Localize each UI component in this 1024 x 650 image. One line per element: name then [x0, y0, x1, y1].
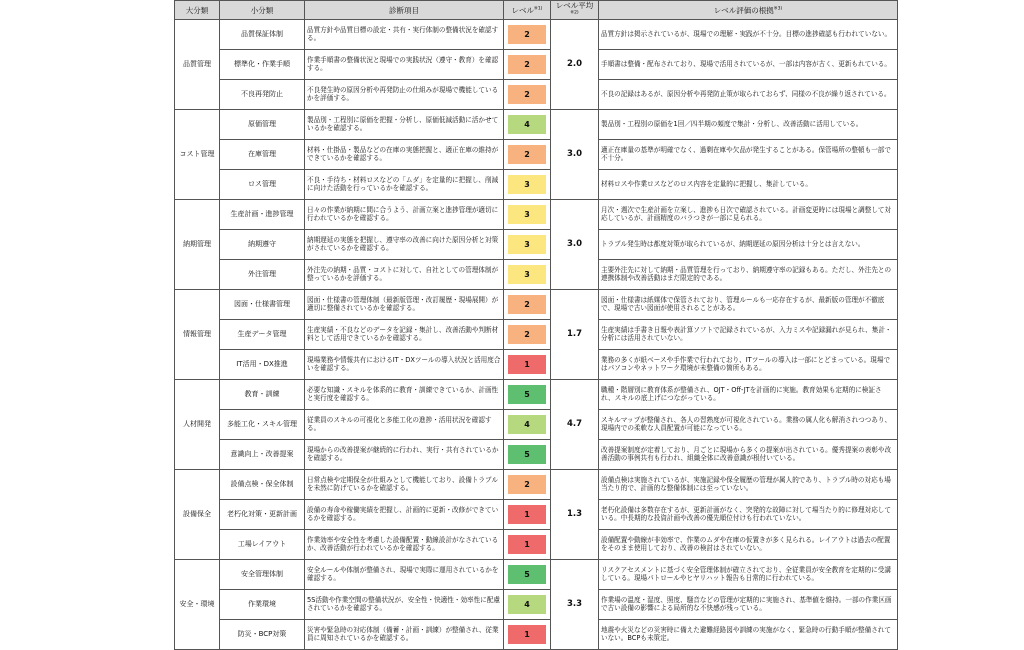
level-cell — [504, 470, 551, 500]
table-row — [175, 470, 898, 500]
level-cell — [504, 170, 551, 200]
level-badge: 4 — [508, 415, 546, 434]
evaluation-basis-cell: 材料ロスや作業ロスなどのロス内容を定量的に把握し、集計している。 — [599, 170, 898, 200]
level-badge: 3 — [508, 205, 546, 224]
table-body — [175, 20, 898, 650]
table-row — [175, 590, 898, 620]
header-basis: レベル評価の根拠$^{※3)}$ — [599, 1, 898, 20]
table-row — [175, 80, 898, 110]
level-badge: 2 — [508, 25, 546, 44]
level-cell — [504, 230, 551, 260]
level-cell — [504, 380, 551, 410]
level-cell — [504, 110, 551, 140]
diagnosis-item-cell: 製品別・工程別に原価を把握・分析し、原価低減活動に活かせているかを確認する。 — [305, 110, 504, 140]
evaluation-basis-cell: スキルマップが整備され、各人の習熟度が可視化されている。業務の属人化も解消されつつあり、現場内での柔軟な人員配置が可能になっている。 — [599, 410, 898, 440]
subcategory-cell: 作業環境 — [220, 590, 305, 620]
diagnosis-item-cell: 不良・手待ち・材料ロスなどの「ムダ」を定量的に把握し、削減に向けた活動を行っているかを確認する。 — [305, 170, 504, 200]
subcategory-cell: ロス管理 — [220, 170, 305, 200]
subcategory-cell: 原価管理 — [220, 110, 305, 140]
diagnosis-item-cell: 不良発生時の原因分析や再発防止の仕組みが現場で機能しているかを評価する。 — [305, 80, 504, 110]
subcategory-cell: 教育・訓練 — [220, 380, 305, 410]
subcategory-cell: 外注管理 — [220, 260, 305, 290]
diagnosis-item-cell: 生産実績・不良などのデータを記録・集計し、改善活動や判断材料として活用できているかを確認する。 — [305, 320, 504, 350]
subcategory-cell: IT活用・DX推進 — [220, 350, 305, 380]
category-cell: 品質管理 — [175, 20, 220, 110]
subcategory-cell: 在庫管理 — [220, 140, 305, 170]
table-row — [175, 620, 898, 650]
subcategory-cell: 生産計画・進捗管理 — [220, 200, 305, 230]
level-badge: 3 — [508, 265, 546, 284]
diagnosis-item-cell: 設備の寿命や稼働実績を把握し、計画的に更新・改修ができているかを確認する。 — [305, 500, 504, 530]
level-cell — [504, 320, 551, 350]
diagnosis-item-cell: 5S活動や作業空間の整備状況が、安全性・快適性・効率性に配慮されているかを確認する。 — [305, 590, 504, 620]
level-average-cell: 3.3 — [551, 560, 599, 650]
evaluation-basis-cell: 設備点検は実施されているが、実施記録や保全履歴の管理が属人的であり、トラブル時の対応も場当たり的で、計画的な整備体制には至っていない。 — [599, 470, 898, 500]
subcategory-cell: 納期遵守 — [220, 230, 305, 260]
evaluation-basis-cell: 設備配置や動線が非効率で、作業のムダや在庫の仮置きが多く見られる。レイアウトは過去の配置をそのまま使用しており、改善の検討はされていない。 — [599, 530, 898, 560]
table-row — [175, 50, 898, 80]
category-cell: 設備保全 — [175, 470, 220, 560]
level-cell — [504, 140, 551, 170]
diagnosis-sheet — [174, 0, 897, 642]
level-badge: 2 — [508, 475, 546, 494]
table-row — [175, 440, 898, 470]
level-badge: 5 — [508, 385, 546, 404]
level-cell — [504, 80, 551, 110]
level-average-cell: 1.3 — [551, 470, 599, 560]
evaluation-basis-cell: 地震や火災などの災害時に備えた避難経路図や訓練の実施がなく、緊急時の行動手順が整備されていない。BCPも未策定。 — [599, 620, 898, 650]
header-row — [175, 1, 898, 20]
diagnosis-item-cell: 納期遅延の実態を把握し、遵守率の改善に向けた原因分析と対策がされているかを確認する。 — [305, 230, 504, 260]
level-average-cell: 4.7 — [551, 380, 599, 470]
level-cell — [504, 530, 551, 560]
subcategory-cell: 設備点検・保全体制 — [220, 470, 305, 500]
table-row — [175, 140, 898, 170]
table-row — [175, 350, 898, 380]
level-badge: 5 — [508, 445, 546, 464]
level-badge: 3 — [508, 175, 546, 194]
table-row — [175, 410, 898, 440]
diagnosis-item-cell: 必要な知識・スキルを体系的に教育・訓練できているか、計画性と実行度を確認する。 — [305, 380, 504, 410]
diagnosis-item-cell: 現場からの改善提案が継続的に行われ、実行・共有されているかを確認する。 — [305, 440, 504, 470]
level-cell — [504, 20, 551, 50]
category-cell: 納期管理 — [175, 200, 220, 290]
table-row — [175, 170, 898, 200]
evaluation-basis-cell: 職種・階層別に教育体系が整備され、OJT・Off-JTを計画的に実施。教育効果も定期的に検証され、スキルの底上げにつながっている。 — [599, 380, 898, 410]
level-cell — [504, 590, 551, 620]
header-average: レベル平均$^{※2)}$ — [551, 1, 599, 20]
table-row — [175, 110, 898, 140]
table-row — [175, 200, 898, 230]
level-badge: 1 — [508, 535, 546, 554]
evaluation-basis-cell: 図面・仕様書は紙媒体で保管されており、管理ルールも一応存在するが、最新版の管理が不徹底で、現場で古い図面が使用されることがある。 — [599, 290, 898, 320]
diagnosis-item-cell: 材料・仕掛品・製品などの在庫の実態把握と、適正在庫の維持ができているかを確認する。 — [305, 140, 504, 170]
table-row — [175, 380, 898, 410]
subcategory-cell: 老朽化対策・更新計画 — [220, 500, 305, 530]
diagnosis-item-cell: 図面・仕様書の管理体制（最新版管理・改訂履歴・現場展開）が適切に整備されているかを確認する。 — [305, 290, 504, 320]
evaluation-basis-cell: 製品別・工程別の原価を1回／四半期の頻度で集計・分析し、改善活動に活用している。 — [599, 110, 898, 140]
subcategory-cell: 生産データ管理 — [220, 320, 305, 350]
diagnosis-item-cell: 外注先の納期・品質・コストに対して、自社としての管理体制が整っているかを評価する。 — [305, 260, 504, 290]
level-badge: 2 — [508, 145, 546, 164]
subcategory-cell: 標準化・作業手順 — [220, 50, 305, 80]
category-cell: 安全・環境 — [175, 560, 220, 650]
table-row — [175, 320, 898, 350]
subcategory-cell: 意識向上・改善提案 — [220, 440, 305, 470]
header-category: 大分類 — [175, 1, 220, 20]
level-badge: 1 — [508, 355, 546, 374]
evaluation-basis-cell: 不良の記録はあるが、原因分析や再発防止策が取られておらず、同様の不良が繰り返されている。 — [599, 80, 898, 110]
category-cell: コスト管理 — [175, 110, 220, 200]
table-row — [175, 290, 898, 320]
level-badge: 2 — [508, 55, 546, 74]
level-cell — [504, 50, 551, 80]
diagnosis-table — [174, 0, 898, 650]
subcategory-cell: 図面・仕様書管理 — [220, 290, 305, 320]
level-badge: 2 — [508, 85, 546, 104]
evaluation-basis-cell: リスクアセスメントに基づく安全管理体制が確立されており、全従業員が安全教育を定期的に受講している。現場パトロールやヒヤリハット報告も日常的に行われている。 — [599, 560, 898, 590]
diagnosis-item-cell: 作業手順書の整備状況と現場での実践状況（遵守・教育）を確認する。 — [305, 50, 504, 80]
level-average-cell: 3.0 — [551, 200, 599, 290]
diagnosis-item-cell: 災害や緊急時の対応体制（備蓄・計画・訓練）が整備され、従業員に周知されているかを確認する。 — [305, 620, 504, 650]
evaluation-basis-cell: 手順書は整備・配布されており、現場で活用されているが、一部は内容が古く、更新もれている。 — [599, 50, 898, 80]
subcategory-cell: 品質保証体制 — [220, 20, 305, 50]
table-row — [175, 560, 898, 590]
level-average-cell: 2.0 — [551, 20, 599, 110]
evaluation-basis-cell: 品質方針は掲示されているが、現場での理解・実践が不十分。目標の進捗確認も行われていない。 — [599, 20, 898, 50]
level-badge: 3 — [508, 235, 546, 254]
header-item: 診断項目 — [305, 1, 504, 20]
evaluation-basis-cell: 改善提案制度が定着しており、月ごとに現場から多くの提案が出されている。優秀提案の表彰や改善活動の事例共有も行われ、組織全体に改善意識が根付いている。 — [599, 440, 898, 470]
level-badge: 4 — [508, 595, 546, 614]
evaluation-basis-cell: 老朽化設備は多数存在するが、更新計画がなく、突発的な故障に対して場当たり的に修理対応している。中長期的な投資計画や改善の優先順位付けも行われていない。 — [599, 500, 898, 530]
level-cell — [504, 410, 551, 440]
level-cell — [504, 500, 551, 530]
level-average-cell: 3.0 — [551, 110, 599, 200]
level-cell — [504, 560, 551, 590]
evaluation-basis-cell: 作業場の温度・湿度、照度、騒音などの管理が定期的に実施され、基準値を維持。一部の作業区画で古い設備の影響による局所的な不快感が残っている。 — [599, 590, 898, 620]
table-row — [175, 20, 898, 50]
table-row — [175, 230, 898, 260]
diagnosis-item-cell: 安全ルールや体制が整備され、現場で実際に運用されているかを確認する。 — [305, 560, 504, 590]
level-cell — [504, 440, 551, 470]
level-badge: 1 — [508, 505, 546, 524]
evaluation-basis-cell: 主要外注先に対して納期・品質管理を行っており、納期遵守率の記録もある。ただし、外注先との連携体制や改善活動はまだ限定的である。 — [599, 260, 898, 290]
table-row — [175, 530, 898, 560]
evaluation-basis-cell: 適正在庫量の基準が明確でなく、過剰在庫や欠品が発生することがある。保管場所の整頓も一部で不十分。 — [599, 140, 898, 170]
level-badge: 2 — [508, 295, 546, 314]
diagnosis-item-cell: 日常点検や定期保全が仕組みとして機能しており、設備トラブルを未然に防げているかを確認する。 — [305, 470, 504, 500]
level-cell — [504, 200, 551, 230]
subcategory-cell: 防災・BCP対策 — [220, 620, 305, 650]
subcategory-cell: 工場レイアウト — [220, 530, 305, 560]
diagnosis-item-cell: 現場業務や情報共有におけるIT・DXツールの導入状況と活用度合いを確認する。 — [305, 350, 504, 380]
level-cell — [504, 290, 551, 320]
subcategory-cell: 多能工化・スキル管理 — [220, 410, 305, 440]
table-row — [175, 260, 898, 290]
diagnosis-item-cell: 従業員のスキルの可視化と多能工化の進捗・活用状況を確認する。 — [305, 410, 504, 440]
evaluation-basis-cell: 生産実績は手書き日報や表計算ソフトで記録されているが、入力ミスや記録漏れが見られ、集計・分析には活用されていない。 — [599, 320, 898, 350]
category-cell: 情報管理 — [175, 290, 220, 380]
evaluation-basis-cell: トラブル発生時は都度対策が取られているが、納期遅延の原因分析は十分とは言えない。 — [599, 230, 898, 260]
diagnosis-item-cell: 品質方針や品質目標の設定・共有・実行体制の整備状況を確認する。 — [305, 20, 504, 50]
table-row — [175, 500, 898, 530]
subcategory-cell: 安全管理体制 — [220, 560, 305, 590]
level-cell — [504, 350, 551, 380]
level-cell — [504, 260, 551, 290]
header-subcategory: 小分類 — [220, 1, 305, 20]
level-badge: 1 — [508, 625, 546, 644]
evaluation-basis-cell: 業務の多くが紙ベースや手作業で行われており、ITツールの導入は一部にとどまっている。現場ではパソコンやネットワーク環境が未整備の箇所もある。 — [599, 350, 898, 380]
level-cell — [504, 620, 551, 650]
evaluation-basis-cell: 月次・週次で生産計画を立案し、進捗も日次で確認されている。計画変更時には現場と調整して対応しているが、計画精度のバラつきが一部に見られる。 — [599, 200, 898, 230]
diagnosis-item-cell: 作業効率や安全性を考慮した設備配置・動線設計がなされているか、改善活動が行われているかを確認する。 — [305, 530, 504, 560]
header-level: レベル$^{※1)}$ — [504, 1, 551, 20]
diagnosis-item-cell: 日々の作業が納期に間に合うよう、計画立案と進捗管理が適切に行われているかを確認する。 — [305, 200, 504, 230]
level-badge: 4 — [508, 115, 546, 134]
subcategory-cell: 不良再発防止 — [220, 80, 305, 110]
category-cell: 人材開発 — [175, 380, 220, 470]
level-average-cell: 1.7 — [551, 290, 599, 380]
level-badge: 5 — [508, 565, 546, 584]
level-badge: 2 — [508, 325, 546, 344]
